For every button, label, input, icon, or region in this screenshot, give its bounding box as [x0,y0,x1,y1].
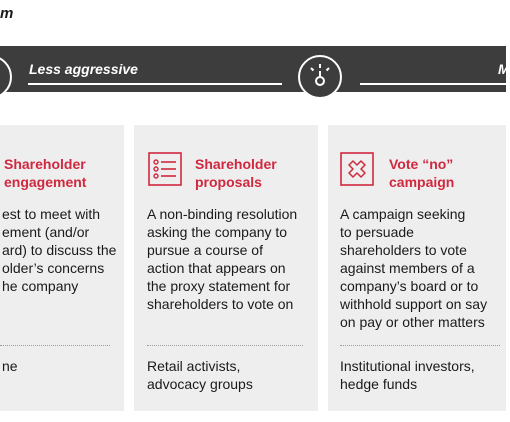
x-box-icon [340,152,374,186]
card-title: Shareholder engagement [4,156,87,190]
card-actors: Institutional investors, hedge funds [340,358,475,392]
card-shareholder-proposals [134,125,318,411]
card-vote-no-campaign [328,125,506,411]
card-shareholder-engagement [0,125,124,411]
card-actors: ne [2,358,18,374]
card-separator [0,345,110,346]
card-description: A non-binding resolution asking the company to pursue a course of action that appears on the proxy statement for shareholders to vote on [147,206,298,312]
card-separator [147,345,303,346]
list-icon [148,152,182,186]
band-line-2 [360,83,506,85]
aggressiveness-band [0,46,510,92]
card-description: A campaign seeking to persuade shareholders to vote against members of a company’s board or to withhold support on say on pay or other matters [340,206,488,330]
card-description: est to meet with ement (and/or ard) to discuss the older’s concerns he company [2,206,117,294]
card-actors: Retail activists, advocacy groups [147,358,253,392]
band-line-1 [28,83,282,85]
more-aggressive-label: M [498,61,510,77]
less-aggressive-label: Less aggressive [29,61,138,77]
card-title: Shareholder proposals [195,156,277,190]
gauge-icon [298,55,342,99]
card-title: Vote “no” campaign [389,156,455,190]
page-heading: m [0,5,14,22]
card-separator [340,345,500,346]
